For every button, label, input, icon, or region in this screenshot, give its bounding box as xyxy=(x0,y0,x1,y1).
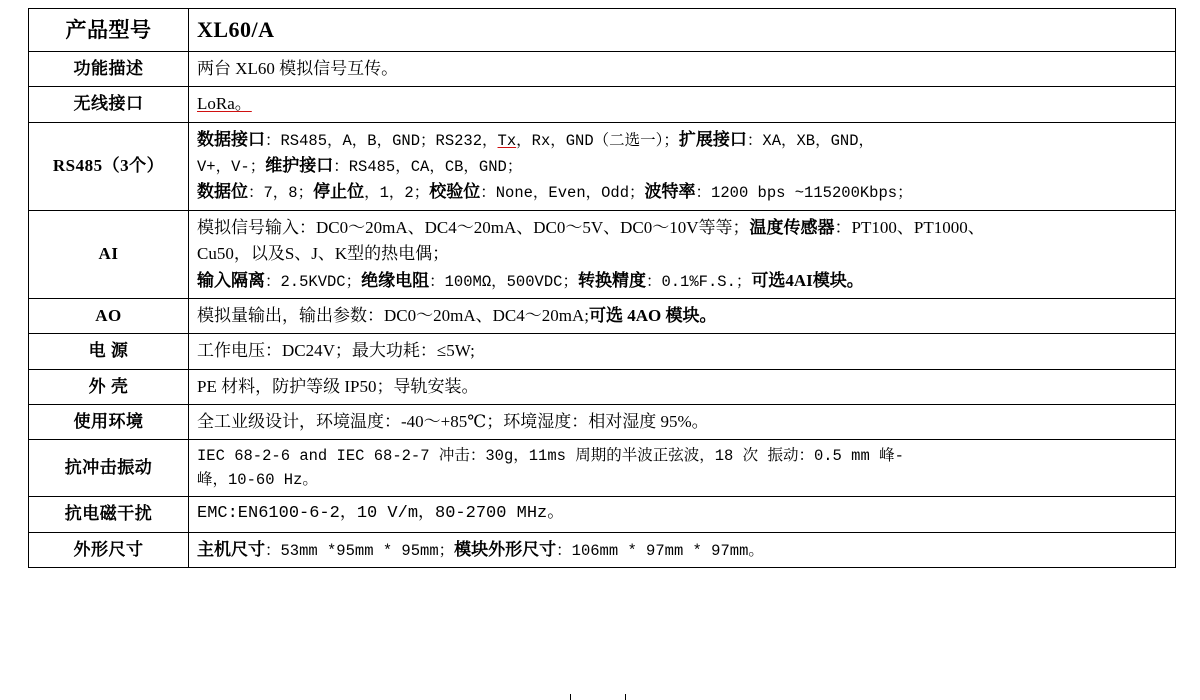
rs485-maint-interface-label: 维护接口 xyxy=(265,156,334,176)
table-row xyxy=(29,87,1176,122)
row-value-enclosure: PE 材料，防护等级 IP50；导轨安装。 xyxy=(189,369,1176,404)
specification-table xyxy=(28,8,1176,568)
dimensions-module-label: 模块外形尺寸 xyxy=(454,539,557,559)
rs485-power-text: V+，V-； xyxy=(197,158,266,177)
row-value-dimensions xyxy=(189,532,1176,567)
table-row xyxy=(29,369,1176,404)
row-value-wireless xyxy=(189,87,1176,122)
rs485-parity-text: ：None，Even，Odd； xyxy=(480,184,645,203)
row-label-ai: AI xyxy=(29,210,189,298)
table-row xyxy=(29,210,1176,298)
row-label-enclosure: 外 壳 xyxy=(29,369,189,404)
ai-input-text: 模拟信号输入：DC0～20mA、DC4～20mA、DC0～5V、DC0～10V等等； xyxy=(197,217,750,237)
rs485-data-interface-label: 数据接口 xyxy=(197,129,265,149)
rs485-stopbits-label: 停止位 xyxy=(313,182,365,202)
rs485-stopbits-text: ，1，2； xyxy=(364,184,430,203)
wireless-value-text: LoRa。 xyxy=(197,94,252,114)
dimensions-host-label: 主机尺寸 xyxy=(197,539,265,559)
shock-line-1: IEC 68-2-6 and IEC 68-2-7 冲击：30g，11ms 周期的半波正弦波，18 次 振动：0.5 mm 峰- xyxy=(197,447,904,466)
rs485-tx-text: Tx xyxy=(497,131,517,150)
row-label-power: 电 源 xyxy=(29,334,189,369)
ai-accuracy-text: ：0.1%F.S.； xyxy=(645,272,752,291)
table-row xyxy=(29,52,1176,87)
rs485-line-2 xyxy=(197,153,1167,179)
row-value-shock-vibration xyxy=(189,440,1176,497)
row-label-shock-vibration: 抗冲击振动 xyxy=(29,440,189,497)
rs485-maint-interface-text: ：RS485，CA，CB，GND； xyxy=(333,158,523,177)
dimensions-host-text: ：53mm *95mm * 95mm； xyxy=(265,541,455,560)
table-row xyxy=(29,440,1176,497)
rs485-data-interface-text: ：RS485，A，B，GND；RS232， xyxy=(265,131,498,150)
row-label-wireless: 无线接口 xyxy=(29,87,189,122)
ao-optional-module-text: 可选 4AO 模块。 xyxy=(588,305,717,325)
row-label-function: 功能描述 xyxy=(29,52,189,87)
row-value-ai xyxy=(189,210,1176,298)
rs485-parity-label: 校验位 xyxy=(429,182,481,202)
ai-accuracy-label: 转换精度 xyxy=(577,270,646,290)
rs485-data-interface-text2: ，Rx，GND（二选一）； xyxy=(516,131,679,150)
rs485-label-text: RS485（3个） xyxy=(52,156,165,176)
dimensions-module-text: ：106mm * 97mm * 97mm。 xyxy=(556,541,764,560)
rs485-baud-text: ：1200 bps ~115200Kbps； xyxy=(695,184,913,203)
ai-isolation-label: 输入隔离 xyxy=(197,270,265,290)
row-label-model: 产品型号 xyxy=(29,9,189,52)
table-row xyxy=(29,532,1176,567)
table-row xyxy=(29,404,1176,439)
rs485-ext-interface-label: 扩展接口 xyxy=(678,129,747,149)
row-value-model: XL60/A xyxy=(189,9,1176,52)
ai-insulation-text: ：100MΩ，500VDC； xyxy=(429,272,578,291)
ai-temp-sensor-label: 温度传感器 xyxy=(749,217,835,237)
row-value-function: 两台 XL60 模拟信号互传。 xyxy=(189,52,1176,87)
row-label-ao: AO xyxy=(29,298,189,333)
ai-insulation-label: 绝缘电阻 xyxy=(361,270,430,290)
ai-line-2 xyxy=(197,241,1167,267)
ai-isolation-text: ：2.5KVDC； xyxy=(265,272,362,291)
shock-line-2: 峰，10-60 Hz。 xyxy=(197,471,318,490)
ai-optional-module-text: 可选4AI模块。 xyxy=(751,270,864,290)
row-label-dimensions: 外形尺寸 xyxy=(29,532,189,567)
row-value-ao xyxy=(189,298,1176,333)
row-label-rs485 xyxy=(29,122,189,210)
row-label-environment: 使用环境 xyxy=(29,404,189,439)
table-row xyxy=(29,9,1176,52)
ai-thermocouple-text: Cu50，以及S、J、K型的热电偶； xyxy=(197,244,450,264)
page-footer-notch xyxy=(570,694,626,700)
table-row xyxy=(29,298,1176,333)
table-row xyxy=(29,122,1176,210)
ai-line-1 xyxy=(197,215,1167,241)
ai-line-3 xyxy=(197,268,1167,294)
row-value-rs485 xyxy=(189,122,1176,210)
row-value-emc: EMC:EN6100-6-2，10 V/m，80-2700 MHz。 xyxy=(189,497,1176,532)
row-value-environment: 全工业级设计，环境温度：-40～+85℃；环境湿度：相对湿度 95%。 xyxy=(189,404,1176,439)
row-label-emc: 抗电磁干扰 xyxy=(29,497,189,532)
rs485-baud-label: 波特率 xyxy=(644,182,696,202)
rs485-line-3 xyxy=(197,179,1167,205)
table-row xyxy=(29,497,1176,532)
ai-temp-sensor-text: ：PT100、PT1000、 xyxy=(834,217,985,237)
rs485-line-1 xyxy=(197,127,1167,153)
ao-output-text: 模拟量输出，输出参数：DC0～20mA、DC4～20mA; xyxy=(197,305,589,325)
row-value-power: 工作电压：DC24V；最大功耗：≤5W; xyxy=(189,334,1176,369)
rs485-databits-text: ：7，8； xyxy=(248,184,314,203)
rs485-ext-interface-text: ：XA，XB，GND， xyxy=(746,131,875,150)
rs485-databits-label: 数据位 xyxy=(197,182,248,202)
table-row xyxy=(29,334,1176,369)
